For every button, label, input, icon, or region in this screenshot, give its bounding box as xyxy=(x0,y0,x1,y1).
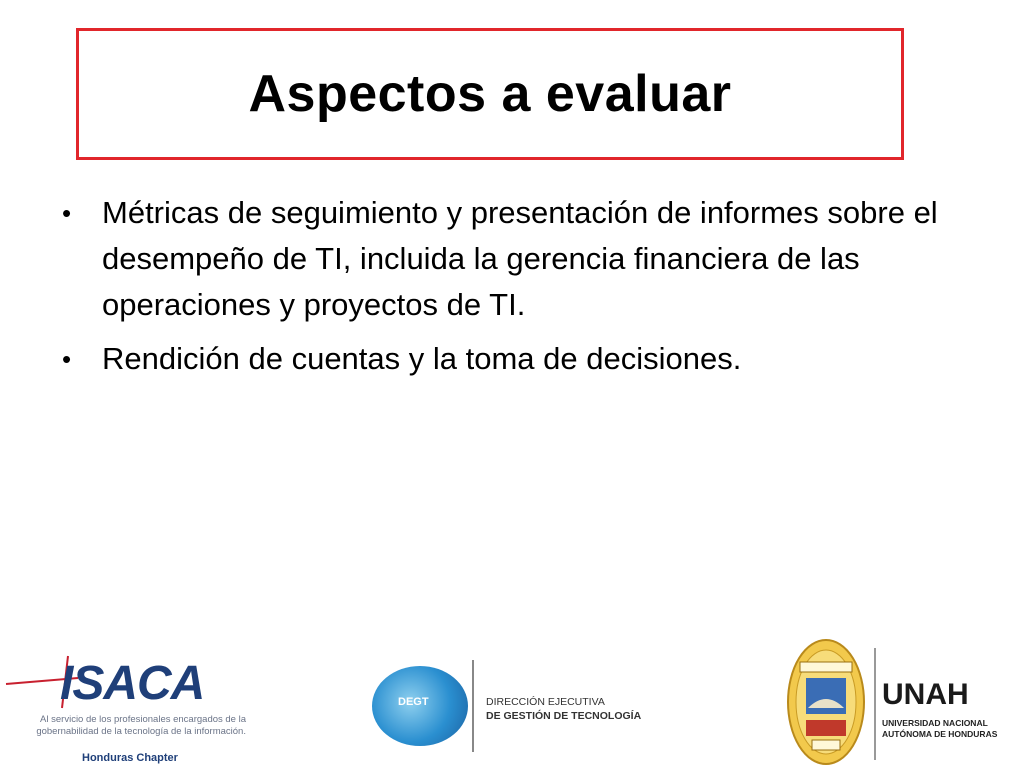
degt-badge: DEGT xyxy=(398,696,429,708)
bullet-item xyxy=(60,336,980,382)
degt-line2: DE GESTIÓN DE TECNOLOGÍA xyxy=(486,710,642,722)
unah-subtitle-1: UNIVERSIDAD NACIONAL xyxy=(882,718,988,728)
title-box xyxy=(76,28,904,160)
unah-wordmark: UNAH xyxy=(882,678,969,711)
isaca-wordmark: ISACA xyxy=(60,657,205,710)
unah-subtitle-2: AUTÓNOMA DE HONDURAS xyxy=(882,729,998,739)
unah-divider xyxy=(874,648,876,760)
degt-divider xyxy=(472,660,474,752)
degt-line1: DIRECCIÓN EJECUTIVA xyxy=(486,696,605,708)
isaca-tagline: Al servicio de los profesionales encargados de la gobernabilidad de la tecnología de la información. xyxy=(36,714,246,737)
isaca-logo xyxy=(0,652,280,768)
bullet-list xyxy=(60,190,980,390)
degt-logo xyxy=(372,656,692,756)
bullet-dot-icon: • xyxy=(62,344,72,374)
bullet-dot-icon: • xyxy=(62,198,72,228)
bullet-item xyxy=(60,190,980,328)
slide-title: Aspectos a evaluar xyxy=(248,65,732,123)
unah-seal-icon xyxy=(786,638,866,766)
bullet-text: Rendición de cuentas y la toma de decisiones. xyxy=(102,341,742,376)
unah-logo xyxy=(786,638,1024,768)
isaca-chapter: Honduras Chapter xyxy=(82,752,178,764)
bullet-text: Métricas de seguimiento y presentación de informes sobre el desempeño de TI, incluida la gerencia financiera de las operaciones y proyectos de TI. xyxy=(102,195,938,322)
